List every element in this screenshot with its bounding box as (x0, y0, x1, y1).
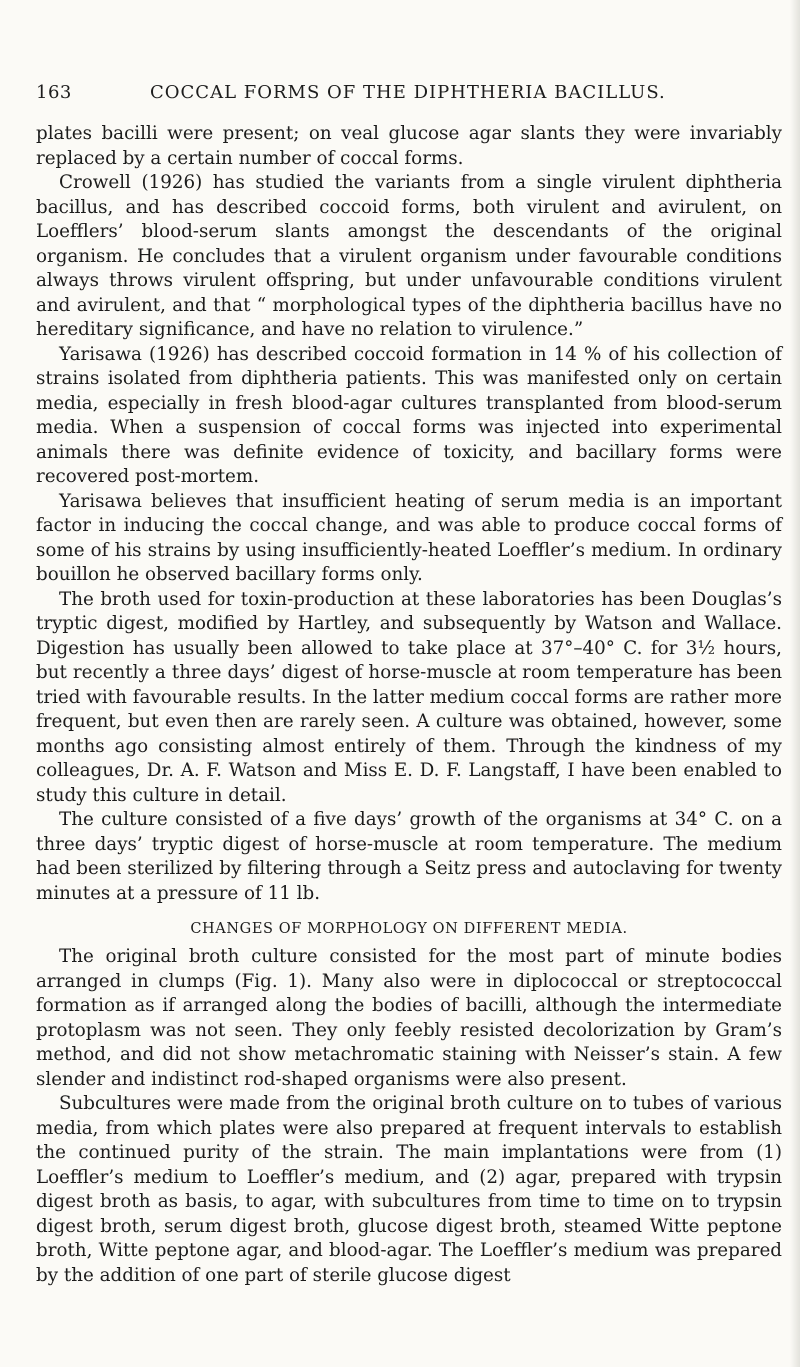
paragraph: The broth used for toxin-production at these laboratories has been Douglas’s tryptic digest, modified by Hartley, and subsequently by Watson and Wallace. Digestion has usually been allowed to take place at 37°–40° C. for 3½ hours, but recently a three days’ digest of horse-muscle at room temperature has been tried with favourable results. In the latter medium coccal forms are rather more frequent, but even then are rarely seen. A culture was obtained, however, some months ago consisting almost entirely of them. Through the kindness of my colleagues, Dr. A. F. Watson and Miss E. D. F. Langstaff, I have been enabled to study this culture in detail. (36, 588, 782, 806)
page-edge-shadow (790, 0, 800, 1367)
running-header (36, 82, 782, 122)
paragraph: Yarisawa (1926) has described coccoid formation in 14 % of his collection of strains isolated from diphtheria patients. This was manifested only on certain media, especially in fresh blood-agar cultures transplanted from blood-serum media. When a suspension of coccal forms was injected into experimental animals there was definite evidence of toxicity, and bacillary forms were recovered post-mortem. (36, 343, 782, 487)
page-number: 163 (36, 82, 72, 103)
paragraph: plates bacilli were present; on veal glucose agar slants they were invariably replaced by a certain number of coccal forms. (36, 123, 782, 169)
paragraph: The culture consisted of a five days’ growth of the organisms at 34° C. on a three days’ tryptic digest of horse-muscle at room temperature. The medium had been sterilized by filtering through a Seitz press and autoclaving for twenty minutes at a pressure of 11 lb. (36, 809, 782, 904)
paragraph: Crowell (1926) has studied the variants from a single virulent diphtheria bacillus, and has described coccoid forms, both virulent and avirulent, on Loefflers’ blood-serum slants amongst the descendants of the original organism. He concludes that a virulent organism under favourable conditions always throws virulent offspring, but under unfavourable conditions virulent and avirulent, and that “ morphological types of the diphtheria bacillus have no hereditary significance, and have no relation to virulence.” (36, 172, 782, 340)
body-text (36, 122, 782, 1288)
book-page (36, 0, 782, 1288)
paragraph: Subcultures were made from the original broth culture on to tubes of various media, from which plates were also prepared at frequent intervals to establish the continued purity of the strain. The main implantations were from (1) Loeffler’s medium to Loeffler’s medium, and (2) agar, prepared with trypsin digest broth as basis, to agar, with subcultures from time to time on to trypsin digest broth, serum digest broth, glucose digest broth, steamed Witte peptone broth, Witte peptone agar, and blood-agar. The Loeffler’s medium was prepared by the addition of one part of sterile glucose digest (36, 1093, 782, 1286)
paragraph: The original broth culture consisted for the most part of minute bodies arranged in clumps (Fig. 1). Many also were in diplococcal or streptococcal formation as if arranged along the bodies of bacilli, although the intermediate protoplasm was not seen. They only feebly resisted decolorization by Gram’s method, and did not show metachromatic staining with Neisser’s stain. A few slender and indistinct rod-shaped organisms were also present. (36, 946, 782, 1090)
paragraph: Yarisawa believes that insufficient heating of serum media is an important factor in inducing the coccal change, and was able to produce coccal forms of some of his strains by using insufficiently-heated Loeffler’s medium. In ordinary bouillon he observed bacillary forms only. (36, 490, 782, 585)
running-title: COCCAL FORMS OF THE DIPHTHERIA BACILLUS. (150, 82, 666, 103)
section-heading: CHANGES OF MORPHOLOGY ON DIFFERENT MEDIA. (190, 921, 628, 937)
